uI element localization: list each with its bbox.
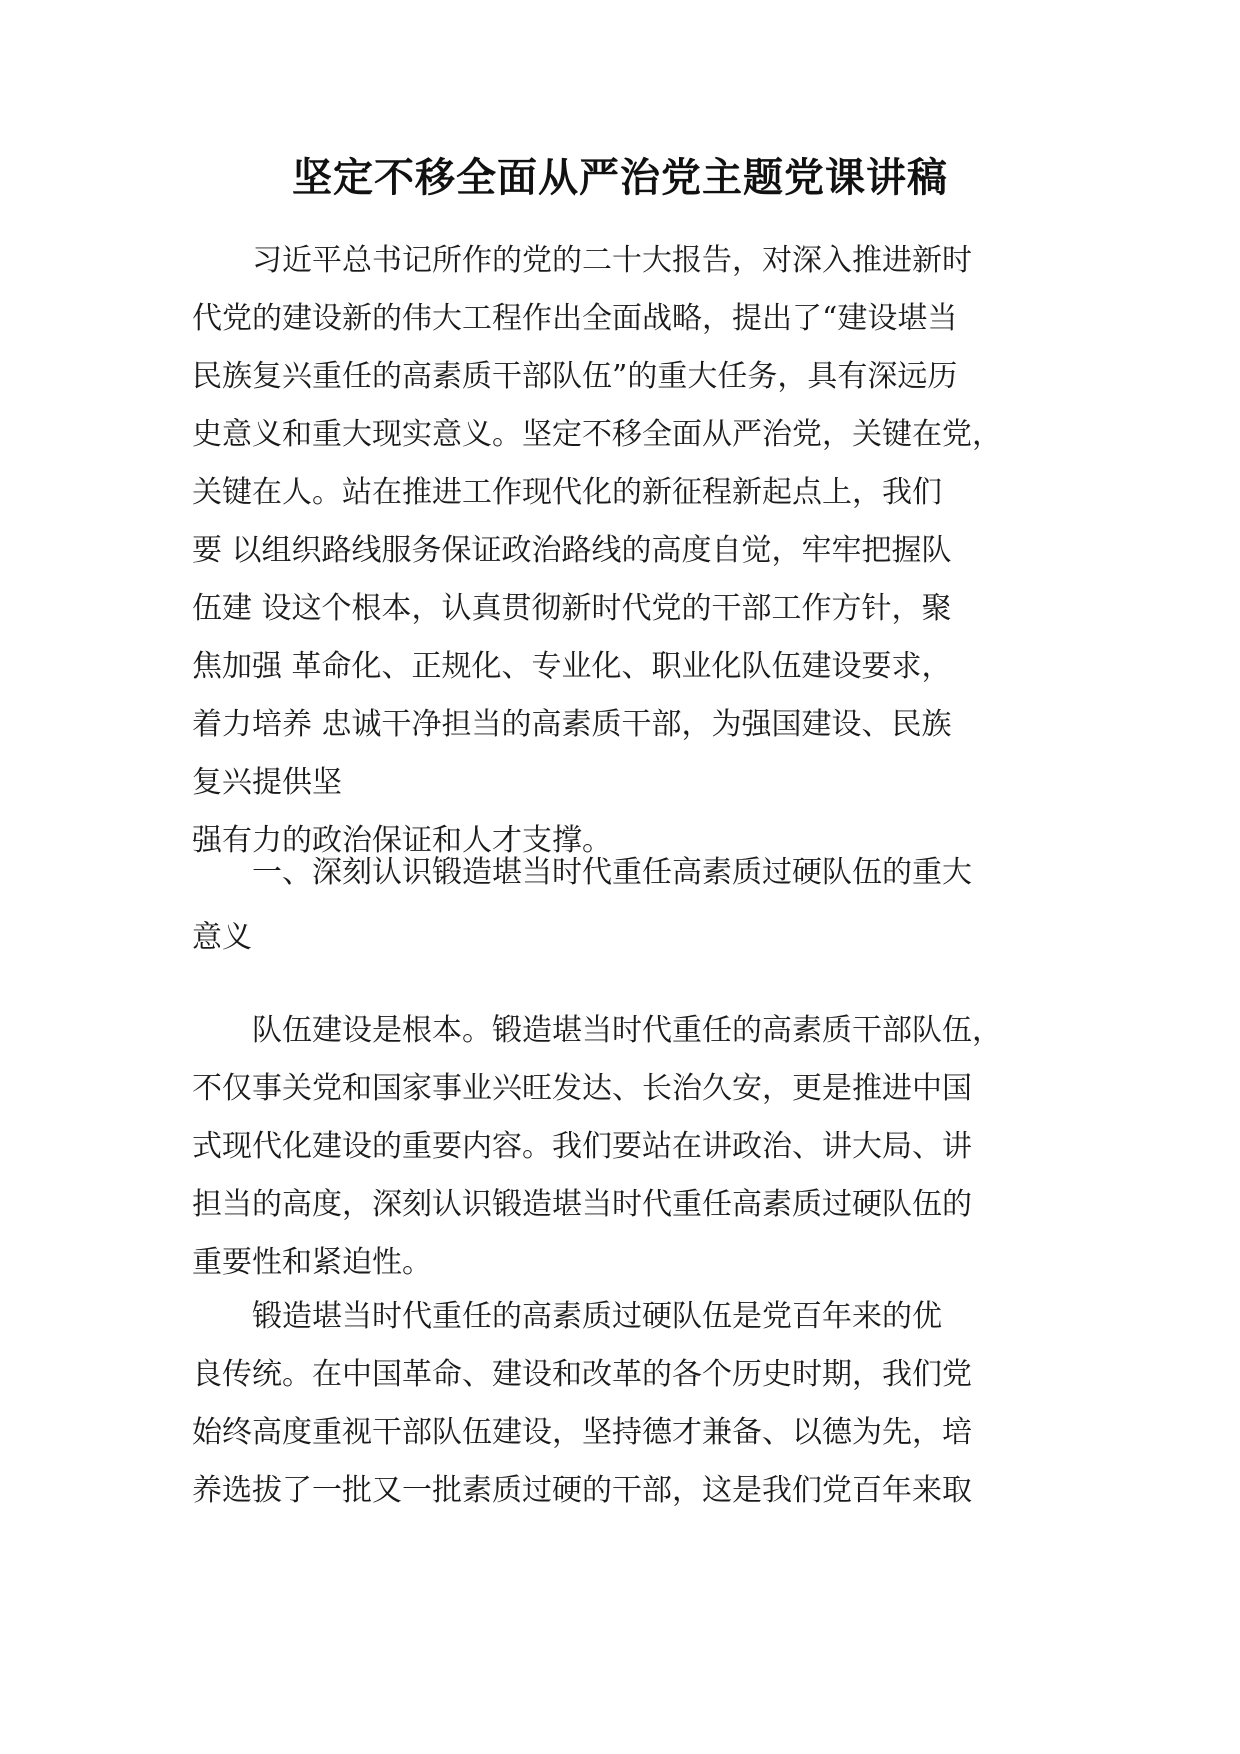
text-line: 始终高度重视干部队伍建设，坚持德才兼备、以德为先，培 (192, 1415, 972, 1450)
intro-paragraph (192, 232, 1072, 870)
body-paragraph-2 (192, 1288, 1072, 1520)
text-line: 关键在人。站在推进工作现代化的新征程新起点上，我们 (192, 475, 942, 510)
text-line: 要 以组织路线服务保证政治路线的高度自觉，牢牢把握队 (192, 533, 952, 568)
text-line: 焦加强 革命化、正规化、专业化、职业化队伍建设要求， (192, 649, 952, 684)
text-line: 代党的建设新的伟大工程作出全面战略，提出了“建设堪当 (192, 301, 958, 336)
body-paragraph-1 (192, 1002, 1072, 1292)
text-line: 伍建 设这个根本，认真贯彻新时代党的干部工作方针，聚 (192, 591, 952, 626)
text-line: 重要性和紧迫性。 (192, 1245, 432, 1280)
text-line: 着力培养 忠诚干净担当的高素质干部，为强国建设、民族 (192, 707, 952, 742)
text-line: 史意义和重大现实意义。坚定不移全面从严治党，关键在党， (192, 417, 1002, 452)
text-line: 习近平总书记所作的党的二十大报告，对深入推进新时 (192, 243, 972, 278)
heading-line: 一、深刻认识锻造堪当时代重任高素质过硬队伍的重大 (192, 855, 972, 890)
text-line: 良传统。在中国革命、建设和改革的各个历史时期，我们党 (192, 1357, 972, 1392)
text-line: 式现代化建设的重要内容。我们要站在讲政治、讲大局、讲 (192, 1129, 972, 1164)
section-heading (192, 840, 1072, 970)
text-line: 不仅事关党和国家事业兴旺发达、长治久安，更是推进中国 (192, 1071, 972, 1106)
text-line: 养选拔了一批又一批素质过硬的干部，这是我们党百年来取 (192, 1473, 972, 1508)
text-line: 复兴提供坚 (192, 765, 342, 800)
text-line: 队伍建设是根本。锻造堪当时代重任的高素质干部队伍， (192, 1013, 1002, 1048)
text-line: 强有力的政治保证和人才支撑。 (192, 823, 612, 858)
text-line: 民族复兴重任的高素质干部队伍”的重大任务，具有深远历 (192, 359, 958, 394)
document-title: 坚定不移全面从严治党主题党课讲稿 (292, 155, 948, 201)
heading-line: 意义 (192, 920, 252, 955)
text-line: 担当的高度，深刻认识锻造堪当时代重任高素质过硬队伍的 (192, 1187, 972, 1222)
text-line: 锻造堪当时代重任的高素质过硬队伍是党百年来的优 (192, 1299, 942, 1334)
